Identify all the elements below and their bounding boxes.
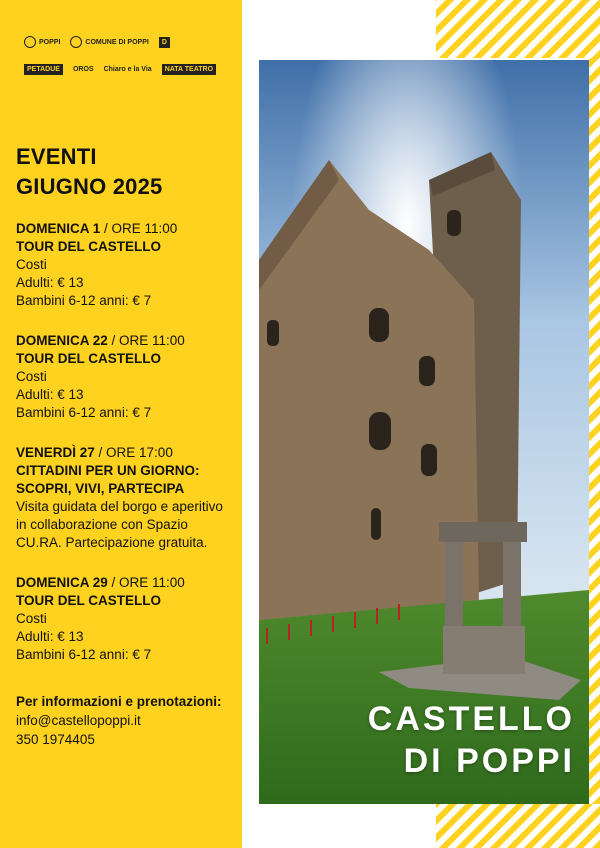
- page-title: EVENTI GIUGNO 2025: [16, 144, 163, 199]
- event-item: VENERDÌ 27 / ORE 17:00 CITTADINI PER UN GIORNO: SCOPRI, VIVI, PARTECIPA Visita guidata del borgo e aperitivo in collaborazione con Spazio CU.RA. Partecipazione gratuita.: [16, 445, 223, 550]
- event-item: DOMENICA 22 / ORE 11:00 TOUR DEL CASTELLO Costi Adulti: € 13 Bambini 6-12 anni: € 7: [16, 333, 185, 420]
- nata-teatro-logo: NATA TEATRO: [162, 64, 216, 75]
- decorative-stripes-top: [436, 0, 600, 58]
- left-panel: [0, 0, 242, 848]
- contact-phone[interactable]: 350 1974405: [16, 732, 95, 747]
- d-logo: D: [159, 37, 170, 48]
- castle-title: CASTELLO DI POPPI: [367, 700, 575, 780]
- chiaro-logo: Chiaro e la Via: [103, 66, 152, 73]
- oros-logo: OROS: [72, 66, 94, 73]
- contact-info: Per informazioni e prenotazioni: info@castellopoppi.it 350 1974405: [16, 692, 236, 749]
- event-item: DOMENICA 1 / ORE 11:00 TOUR DEL CASTELLO Costi Adulti: € 13 Bambini 6-12 anni: € 7: [16, 221, 178, 308]
- poppi-logo: POPPI: [24, 36, 60, 48]
- decorative-stripes-bottom: [436, 804, 600, 848]
- event-item: DOMENICA 29 / ORE 11:00 TOUR DEL CASTELLO Costi Adulti: € 13 Bambini 6-12 anni: € 7: [16, 575, 185, 662]
- petadue-logo: PETADUE: [24, 64, 63, 75]
- comune-di-poppi-logo: COMUNE DI POPPI: [70, 36, 148, 48]
- sponsor-logos: [24, 36, 224, 91]
- contact-email[interactable]: info@castellopoppi.it: [16, 713, 141, 728]
- events-content: [16, 142, 236, 749]
- castle-photo: [259, 60, 589, 804]
- decorative-stripes-right: [589, 58, 600, 804]
